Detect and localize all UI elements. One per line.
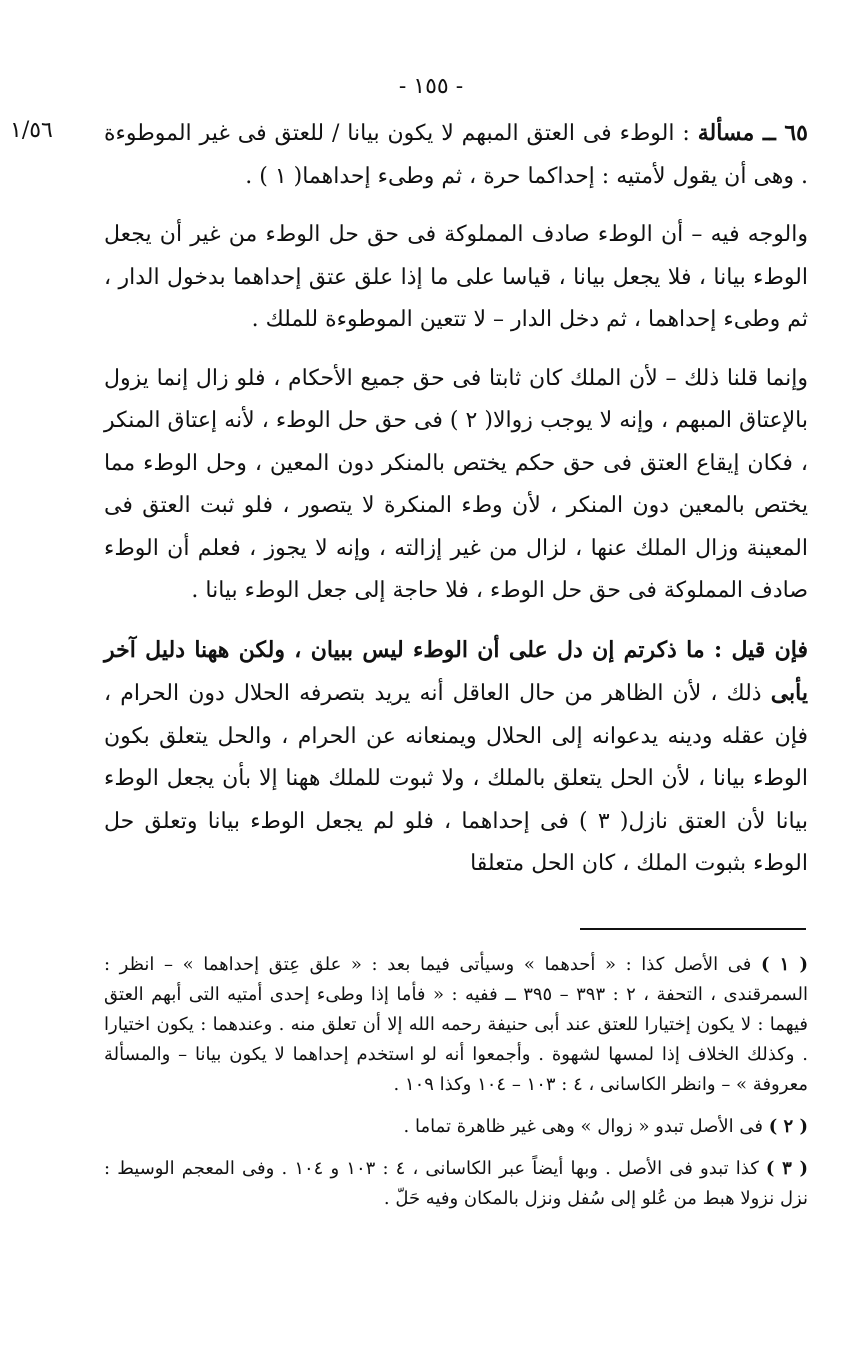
issue-statement: : الوطء فى العتق المبهم لا يكون بيانا / للعتق فى غير الموطوءة . وهى أن يقول لأمتيه : إحداكما حرة ، ثم وطىء إحداهما( ١ ) . (104, 121, 808, 189)
footnote-1 (104, 950, 808, 1100)
paragraph-justification: وإنما قلنا ذلك – لأن الملك كان ثابتا فى حق جميع الأحكام ، فلو زال إنما يزول بالإعتاق المبهم ، وإنه لا يوجب زوالا( ٢ ) فى حق حل الوطء ، لأنه إعتاق المنكر ، فكان إيقاع العتق فى حق حكم يختص بالمنكر دون المعين ، وحل الوطء مما يختص بالمعين دون المنكر ، لأن وطء المنكرة لا يتصور ، فلو ثبت العتق فى المعينة وزال الملك عنها ، لزال من غير إزالته ، وإنه لا يجوز ، فعلم أن الوطء صادف المملوكة فى حق حل الوطء ، فلا حاجة إلى جعل الوطء بيانا . (104, 365, 809, 603)
paragraph-issue-65 (104, 112, 808, 198)
footnote-2 (104, 1112, 808, 1142)
objection-heading: فإن قيل : ما ذكرتم إن دل على أن الوطء ليس ببيان ، ولكن ههنا دليل آخر يأبى (104, 636, 808, 706)
footnote-text: فى الأصل تبدو « زوال » وهى غير ظاهرة تماما . (403, 1116, 769, 1137)
footnote-divider (580, 928, 806, 930)
margin-reference: ١/٥٦ (10, 118, 53, 143)
footnotes (104, 950, 808, 1226)
objection-text: ذلك ، لأن الظاهر من حال العاقل أنه يريد بتصرفه الحلال دون الحرام ، فإن عقله ودينه يدعوانه إلى الحلال ويمنعانه عن الحرام ، والحل يتعلق بكون الوطء بيانا ، لأن الحل يتعلق بالملك ، ولا ثبوت للملك ههنا إلا بأن يجعل الوطء بيانا لأن العتق نازل( ٣ ) فى إحداهما ، فلو لم يجعل الوطء بيانا وتعلق حل الوطء بثبوت الملك ، كان الحل متعلقا (104, 681, 808, 876)
issue-heading: ٦٥ ــ مسألة (697, 120, 808, 146)
paragraph-objection (104, 629, 808, 886)
footnote-marker: ( ١ ) (760, 954, 808, 975)
main-text (104, 112, 808, 900)
footnote-marker: ( ٢ ) (768, 1116, 808, 1137)
footnote-3 (104, 1154, 808, 1214)
paragraph-reasoning: والوجه فيه – أن الوطء صادف المملوكة فى حق حل الوطء من غير أن يجعل الوطء بيانا ، فلا يجعل بيانا ، قياسا على ما إذا علق عتق إحداهما بدخول الدار ، ثم وطىء إحداهما ، ثم دخل الدار – لا تتعين الموطوءة للملك . (104, 222, 808, 332)
page-number: - ١٥٥ - (398, 74, 464, 99)
footnote-text: فى الأصل كذا : « أحدهما » وسيأتى فيما بعد : « علق عِتق إحداهما » – انظر : السمرقندى ، التحفة ، ٢ : ٣٩٣ – ٣٩٥ ــ ففيه : « فأما إذا وطىء إحدى أمتيه التى أبهم العتق فيهما : لا يكون إختيارا للعتق عند أبى حنيفة رحمه الله إلا أن تعلق منه . وعندهما : يكون اختيارا . وكذلك الخلاف إذا لمسها لشهوة . وأجمعوا أنه لو استخدم إحداهما لا يكون بيانا – والمسألة معروفة » – وانظر الكاسانى ، ٤ : ١٠٣ – ١٠٤ وكذا ١٠٩ . (104, 954, 808, 1095)
footnote-marker: ( ٣ ) (765, 1158, 808, 1179)
footnote-text: كذا تبدو فى الأصل . وبها أيضاً عبر الكاسانى ، ٤ : ١٠٣ و ١٠٤ . وفى المعجم الوسيط : نزل نزولا هبط من عُلو إلى سُفل ونزل بالمكان وفيه حَلّ . (104, 1158, 808, 1209)
